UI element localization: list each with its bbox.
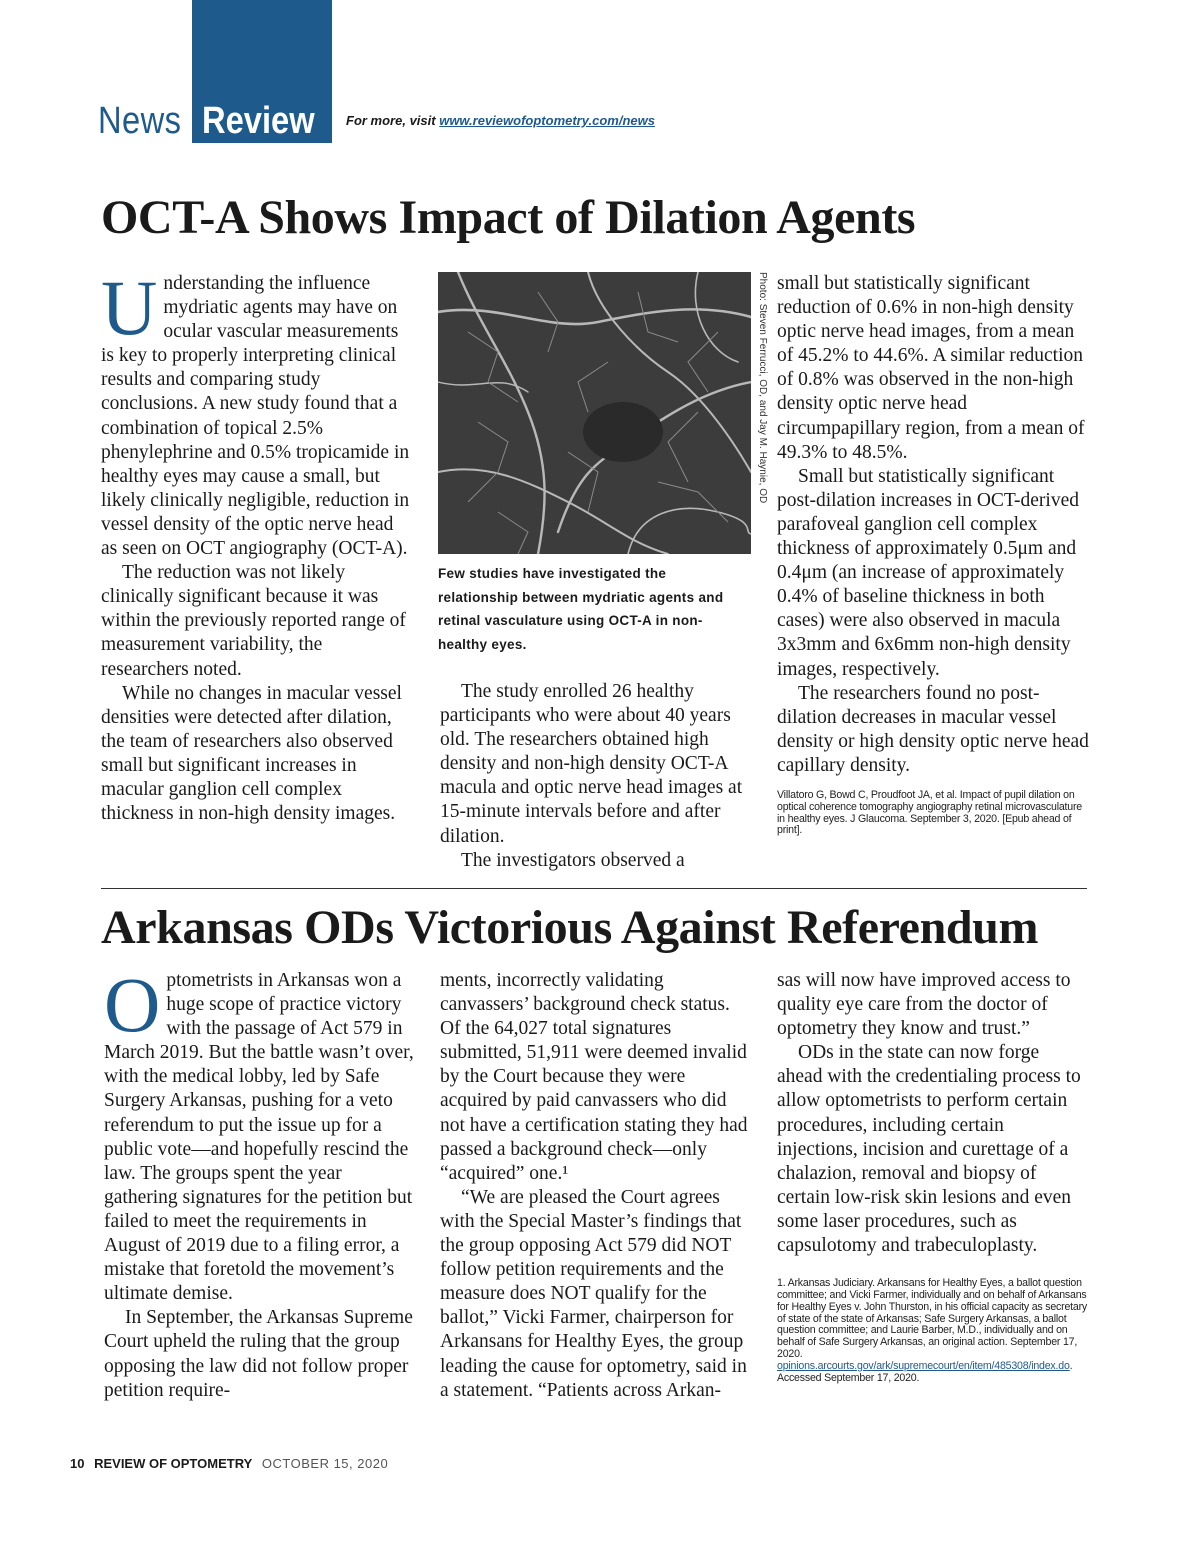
court-opinion-link[interactable]: opinions.arcourts.gov/ark/supremecourt/en/item/485308/index.do: [777, 1359, 1070, 1372]
visit-line: [346, 113, 655, 128]
figure-caption: Few studies have investigated the relationship between mydriatic agents and retinal vasculature using OCT-A in non-healthy eyes.: [438, 566, 724, 652]
article1-column-1: [101, 264, 413, 826]
article2-reference: 1. Arkansas Judiciary. Arkansans for Healthy Eyes, a ballot question committee; and Vicki Farmer, individually and on behalf of Arkansans for Healthy Eyes v. John Thurston, in his official capacity as secretary of state of the state of Arkansas; Safe Surgery Arkansas, a ballot question committee; and Laurie Barber, M.D., individually and on behalf of Safe Surgery Arkansas, an original action. September 17, 2020. opinions.arcourts.gov/ark/supremecourt/en/item/485308/index.do. Accessed September 17, 2020.: [777, 1277, 1088, 1384]
page-number: 10: [70, 1456, 85, 1471]
article2-headline: Arkansas ODs Victorious Against Referendum: [101, 901, 1039, 954]
visit-prefix: For more, visit: [346, 113, 440, 128]
photo-credit: Photo: Steven Ferrucci, OD, and Jay M. Haynie, OD: [757, 272, 768, 504]
article2-col3-para-1: sas will now have improved access to quality eye care from the doctor of optometry they know and trust.”: [777, 970, 1071, 1040]
article1-col2-para-1: The study enrolled 26 healthy participants who were about 40 years old. The researchers obtained high density and non-high density OCT-A macula and optic nerve head images at 15-minute intervals before and after dilation.: [440, 681, 743, 847]
article1-col1-para-2: The reduction was not likely clinically significant because it was within the previously reported range of measurement variability, the researchers noted.: [101, 562, 406, 680]
article2-column-3: [777, 969, 1089, 1384]
article1-col3-para-3: The researchers found no post-dilation decreases in macular vessel density or high density optic nerve head capillary density.: [777, 682, 1089, 776]
article1-col1-para-1: Understanding the influence mydriatic agents may have on ocular vascular measurements is key to properly interpreting clinical results and comparing study conclusions. A new study found that a combination of topical 2.5% phenylephrine and 0.5% tropicamide in healthy eyes may cause a small, but likely clinically negligible, reduction in vessel density of the optic nerve head as seen on OCT angiography (OCT-A).: [101, 264, 410, 560]
article2-col3-para-2: ODs in the state can now forge ahead with the credentialing process to allow optometrists to perform certain procedures, including certain injections, incision and curettage of a chalazion, removal and biopsy of certain low-risk skin lesions and even some laser procedures, such as capsulotomy and trabeculoplasty.: [777, 1042, 1081, 1257]
article1-col1-para-3: While no changes in macular vessel densities were detected after dilation, the team of researchers also observed small but significant increases in macular ganglion cell complex thickness in non-high density images.: [101, 682, 402, 825]
article2-col2-para-1: ments, incorrectly validating canvassers’ background check status. Of the 64,027 total signatures submitted, 51,911 were deemed invalid by the Court because they were acquired by paid canvassers who did not have a certification stating they had passed a background check—only “acquired” one.¹: [440, 970, 748, 1184]
magazine-name: REVIEW OF OPTOMETRY: [94, 1456, 253, 1471]
article2-col1-para-2: In September, the Arkansas Supreme Court upheld the ruling that the group opposing the law did not follow proper petition require-: [104, 1307, 413, 1401]
article1-headline: OCT-A Shows Impact of Dilation Agents: [101, 191, 916, 244]
article-divider: [101, 888, 1087, 889]
article1-col3-para-1: small but statistically significant reduction of 0.6% in non-high density optic nerve head images, from a mean of 45.2% to 44.6%. A similar reduction of 0.8% was observed in the non-high density optic nerve head circumpapillary region, from a mean of 49.3% to 48.5%.: [777, 273, 1085, 463]
article2-col1-para-1: Optometrists in Arkansas won a huge scope of practice victory with the passage of Act 579 in March 2019. But the battle wasn’t over, with the medical lobby, led by Safe Surgery Arkansas, pushing for a veto referendum to put the issue up for a public vote—and hopefully rescind the law. The groups spent the year gathering signatures for the petition but failed to meet the requirements in August of 2019 due to a filing error, a mistake that foretold the movement’s ultimate demise.: [104, 961, 414, 1305]
article1-dropcap: U: [101, 264, 158, 351]
issue-date: OCTOBER 15, 2020: [261, 1456, 389, 1471]
article1-col2-para-2: The investigators observed a: [461, 849, 685, 871]
article1-col3-para-2: Small but statistically significant post-dilation increases in OCT-derived parafoveal ganglion cell complex thickness of approximately 0.5μm and 0.4μm (an increase of approximately 0.4% of baseline thickness in both cases) were also observed in macula 3x3mm and 6x6mm non-high density images, respectively.: [777, 465, 1080, 680]
article2-column-2: [440, 969, 752, 1403]
oct-a-retina-image: [438, 272, 751, 554]
article2-dropcap: O: [104, 961, 161, 1048]
article1-reference: Villatoro G, Bowd C, Proudfoot JA, et al. Impact of pupil dilation on optical coherence tomography angiography retinal microvasculature in healthy eyes. J Glaucoma. September 3, 2020. [Epub ahead of print].: [777, 788, 1082, 837]
article1-column-2: [440, 680, 746, 873]
article2-column-1: [104, 961, 414, 1403]
news-url-link[interactable]: www.reviewofoptometry.com/news: [439, 113, 655, 128]
article2-col2-para-2: “We are pleased the Court agrees with the Special Master’s findings that the group opposing Act 579 did NOT follow petition requirements and the measure does NOT qualify for the ballot,” Vicki Farmer, chairperson for Arkansans for Healthy Eyes, the group leading the cause for optometry, said in a statement. “Patients across Arkan-: [440, 1186, 747, 1401]
section-label-review: Review: [202, 100, 315, 142]
article1-column-3: [777, 272, 1089, 837]
page-footer: [70, 1456, 388, 1471]
section-label-news: News: [98, 100, 182, 142]
